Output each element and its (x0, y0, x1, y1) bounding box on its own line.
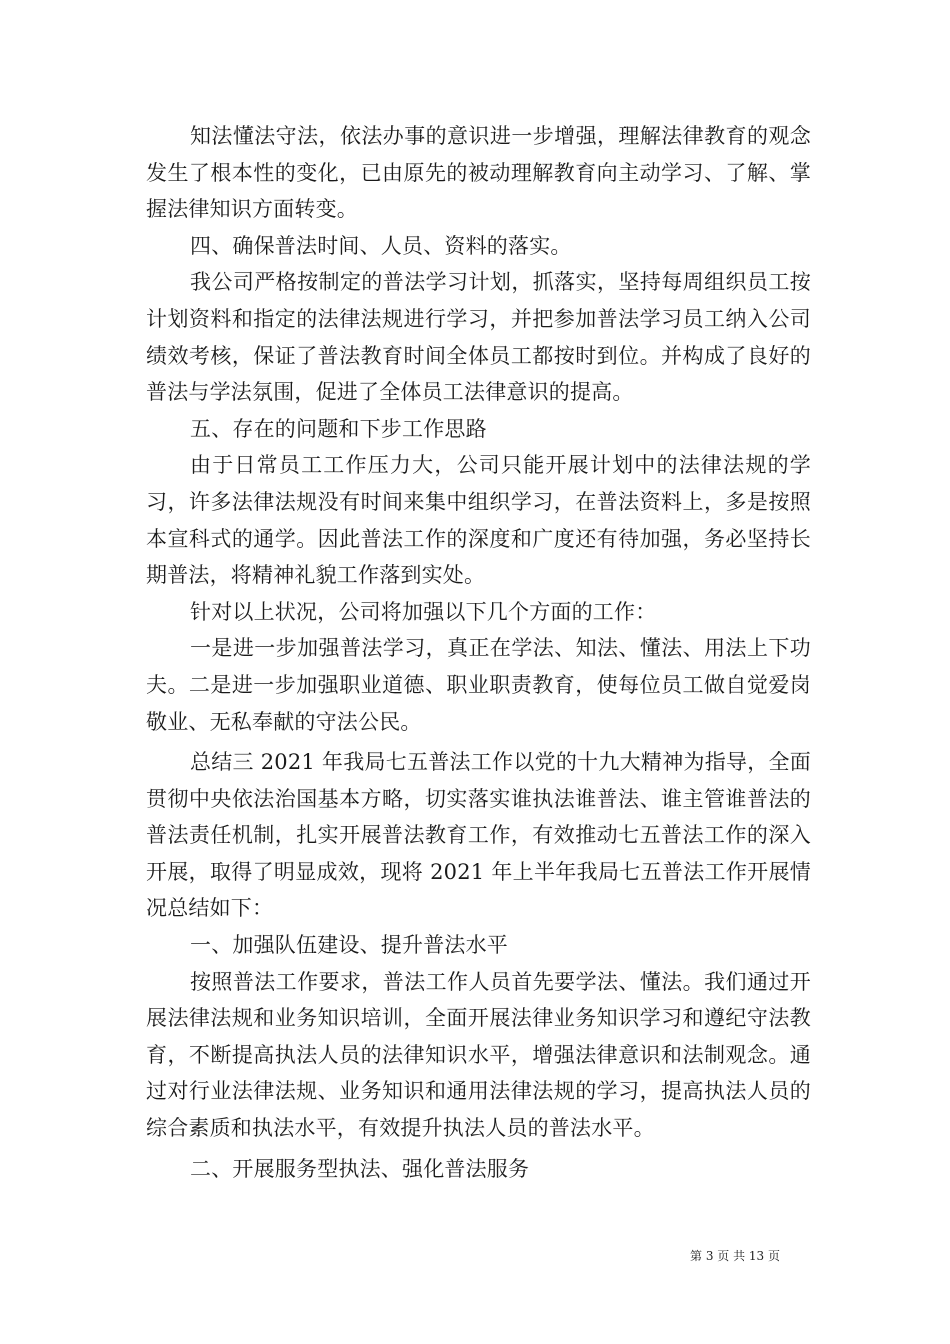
paragraph: 总结三 2021 年我局七五普法工作以党的十九大精神为指导，全面贯彻中央依法治国基本方略，切实落实谁执法谁普法、谁主管谁普法的普法责任机制，扎实开展普法教育工作，有效推动七五普法工作的深入开展，取得了明显成效，现将 2021 年上半年我局七五普法工作开展情况总结如下： (146, 750, 811, 921)
paragraph: 一是进一步加强普法学习，真正在学法、知法、懂法、用法上下功夫。二是进一步加强职业道德、职业职责教育，使每位员工做自觉爱岗敬业、无私奉献的守法公民。 (146, 636, 811, 734)
section-heading: 五、存在的问题和下步工作思路 (190, 416, 487, 441)
section-heading: 四、确保普法时间、人员、资料的落实。 (190, 233, 572, 258)
paragraph: 针对以上状况，公司将加强以下几个方面的工作： (190, 599, 657, 624)
document-body (146, 118, 811, 1187)
paragraph: 我公司严格按制定的普法学习计划，抓落实，坚持每周组织员工按计划资料和指定的法律法规进行学习，并把参加普法学习员工纳入公司绩效考核，保证了普法教育时间全体员工都按时到位。并构成了良好的普法与学法氛围，促进了全体员工法律意识的提高。 (146, 270, 811, 405)
section-heading: 一、加强队伍建设、提升普法水平 (190, 933, 508, 958)
paragraph: 按照普法工作要求，普法工作人员首先要学法、懂法。我们通过开展法律法规和业务知识培训，全面开展法律业务知识学习和遵纪守法教育，不断提高执法人员的法律知识水平，增强法律意识和法制观念。通过对行业法律法规、业务知识和通用法律法规的学习，提高执法人员的综合素质和执法水平，有效提升执法人员的普法水平。 (146, 969, 811, 1141)
page-number: 第 3 页 共 13 页 (690, 1249, 780, 1263)
paragraph: 由于日常员工工作压力大，公司只能开展计划中的法律法规的学习，许多法律法规没有时间来集中组织学习，在普法资料上，多是按照本宣科式的通学。因此普法工作的深度和广度还有待加强，务必坚持长期普法，将精神礼貌工作落到实处。 (146, 453, 811, 588)
paragraph: 知法懂法守法，依法办事的意识进一步增强，理解法律教育的观念发生了根本性的变化，已由原先的被动理解教育向主动学习、了解、掌握法律知识方面转变。 (146, 124, 811, 222)
section-heading: 二、开展服务型执法、强化普法服务 (190, 1156, 530, 1181)
